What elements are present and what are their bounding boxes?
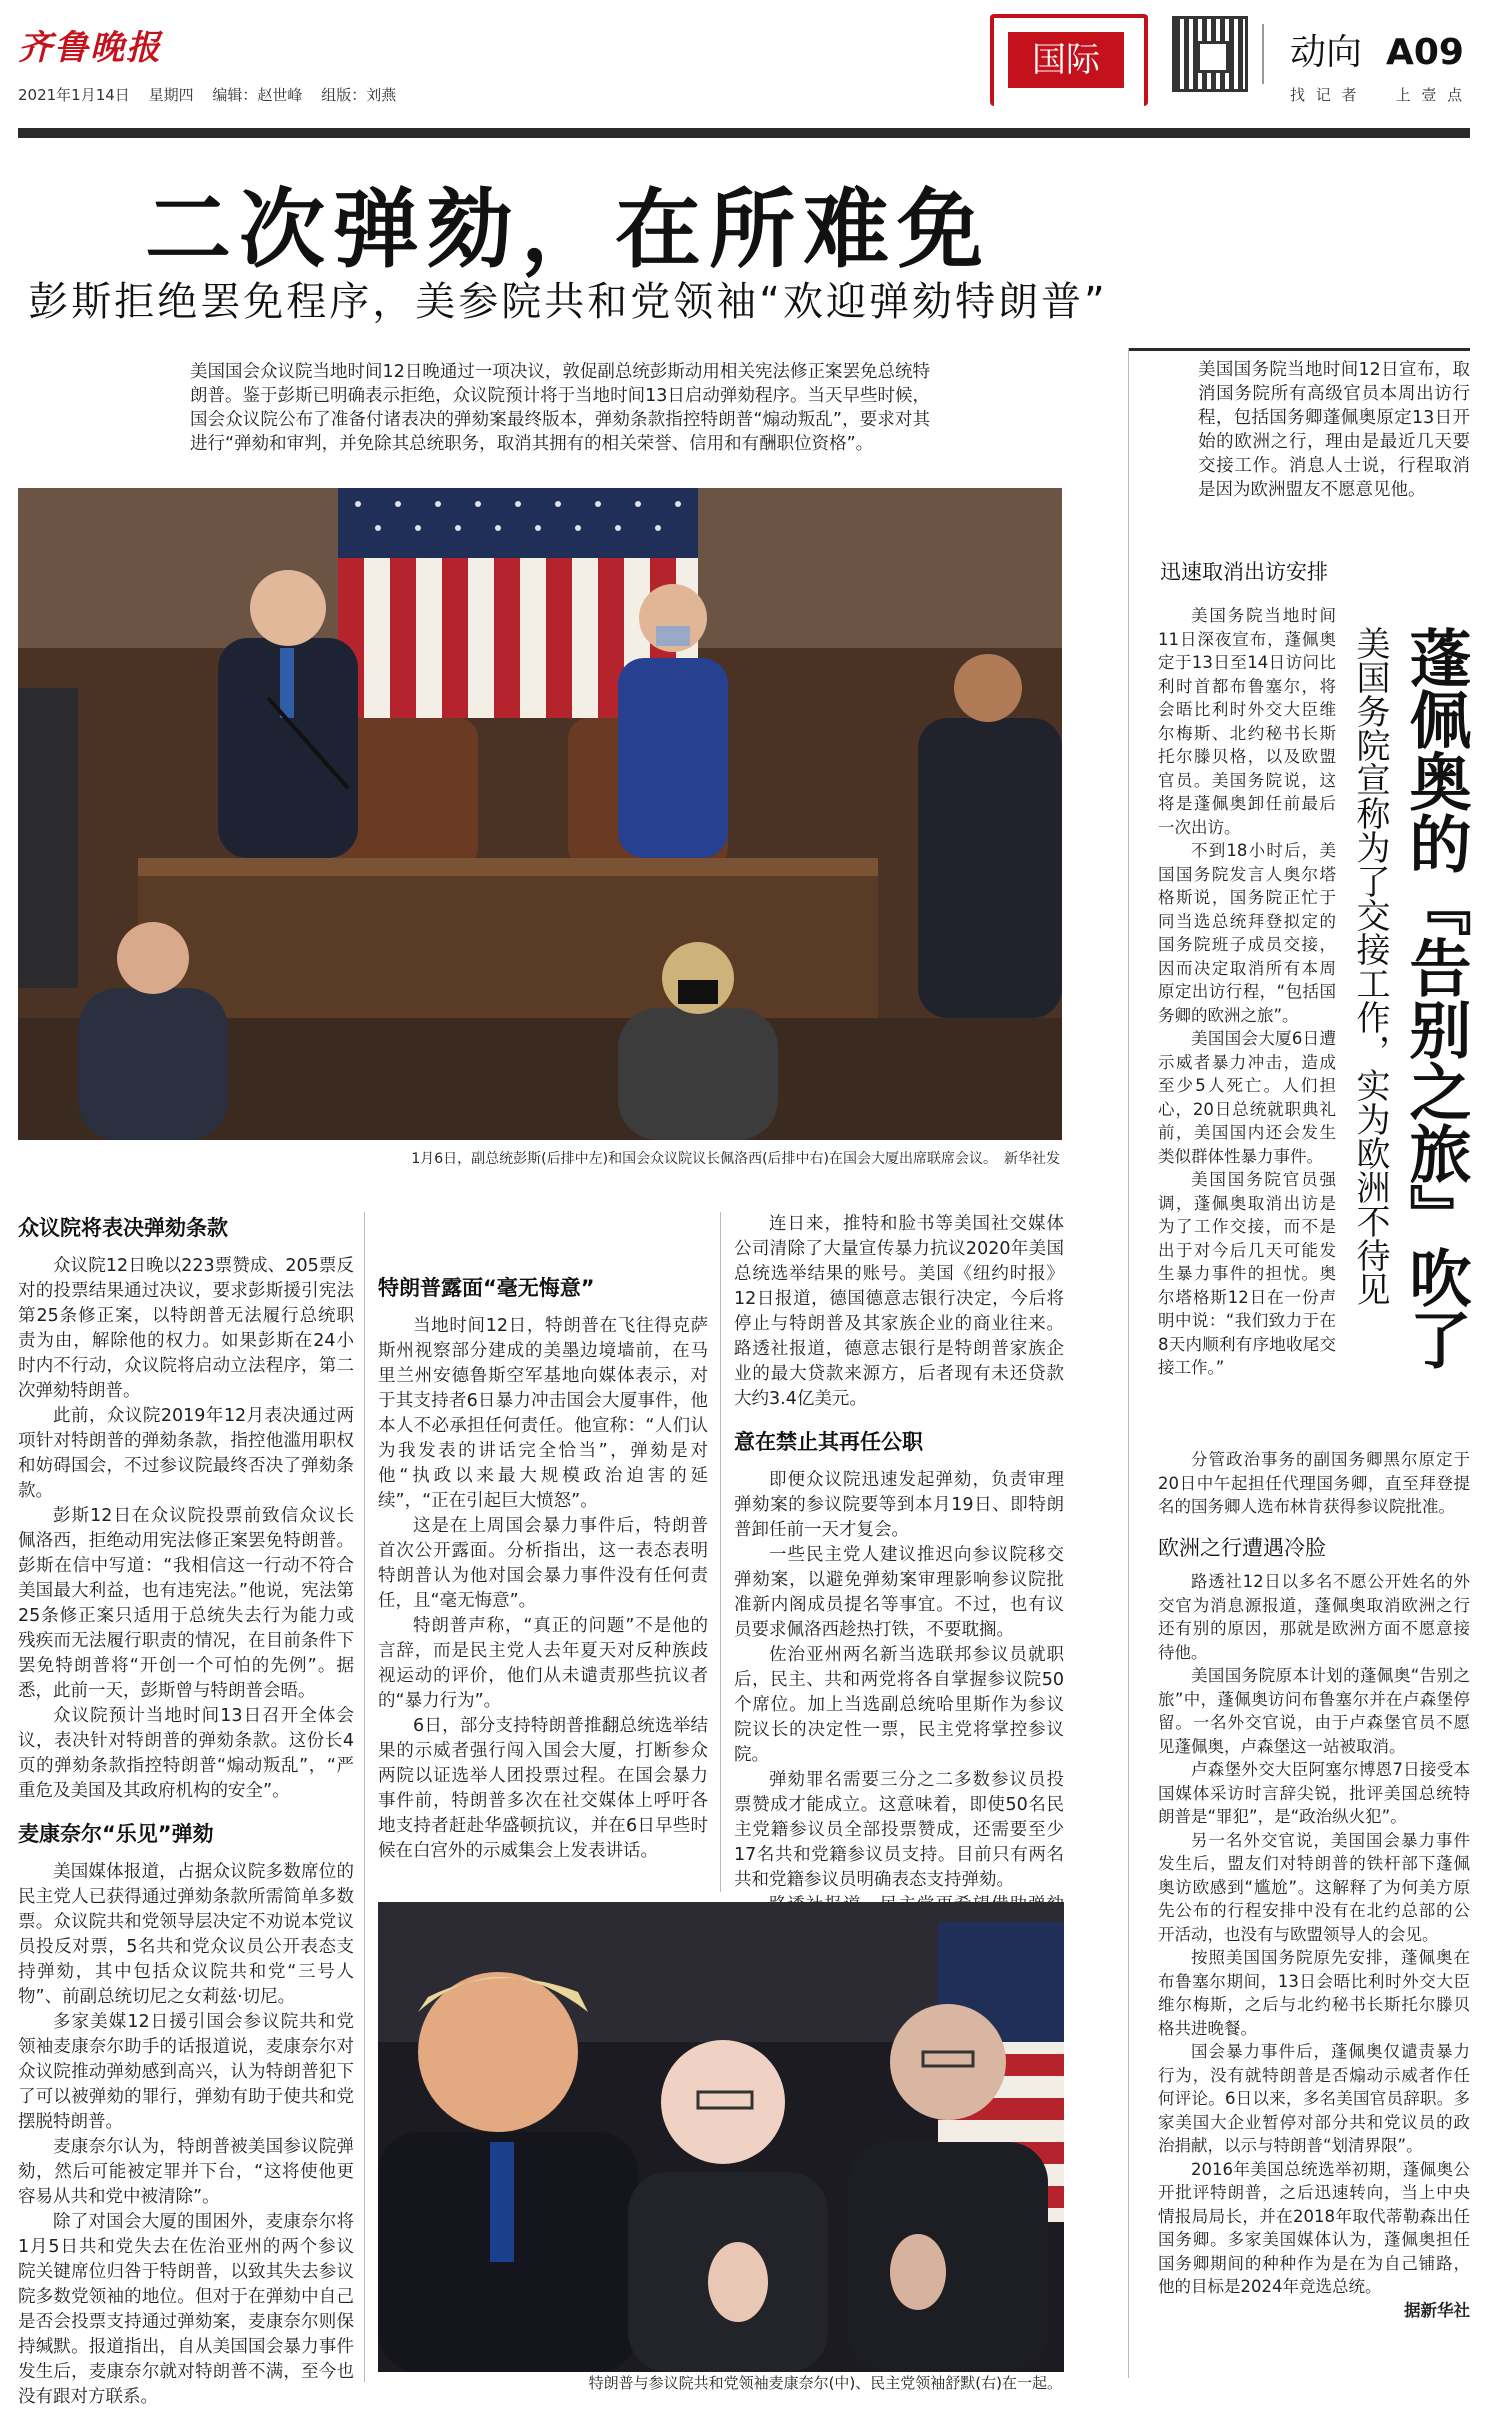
paragraph: 分管政治事务的副国务卿黑尔原定于20日中午起担任代理国务卿，直至拜登提名的国务卿人选布林肯获得参议院批准。	[1158, 1450, 1470, 1516]
article-column-1	[18, 1212, 354, 2410]
section-heading-4: 意在禁止其再任公职	[734, 1430, 923, 1454]
paragraph: 路透社12日以多名不愿公开姓名的外交官为消息源报道，蓬佩奥取消欧洲之行还有别的原因，那就是欧洲方面不愿意接待他。	[1158, 1572, 1470, 1662]
section-heading-3: 特朗普露面“毫无悔意”	[378, 1276, 595, 1300]
article-column-3	[734, 1212, 1064, 2022]
article-column-2	[378, 1212, 708, 1864]
sidebar-title: 蓬佩奥的『告别之旅』吹了	[1399, 626, 1472, 1370]
paragraph: 即便众议院迅速发起弹劾，负责审理弹劾案的参议院要等到本月19日、即特朗普卸任前一天才复会。	[734, 1470, 1064, 1540]
sidebar-heading-2: 欧洲之行遭遇冷脸	[1158, 1535, 1326, 1560]
paragraph: 卢森堡外交大臣阿塞尔博恩7日接受本国媒体采访时言辞尖锐，批评美国总统特朗普是“罪犯”，是“政治纵火犯”。	[1158, 1760, 1470, 1826]
layout-credit: 组版：刘燕	[321, 86, 397, 104]
photo-trump-leaders	[378, 1902, 1064, 2372]
paragraph: 除了对国会大厦的围困外，麦康奈尔将1月5日共和党失去在佐治亚州的两个参议院关键席位归咎于特朗普，以致其失去参议院多数党领袖的地位。但对于在弹劾中自己是否会投票支持通过弹劾案，麦康奈尔则保持缄默。报道指出，自从美国国会暴力事件发生后，麦康奈尔就对特朗普不满，至今也没有跟对方联系。	[18, 2212, 354, 2407]
column-rule	[364, 1212, 365, 2382]
paragraph: 连日来，推特和脸书等美国社交媒体公司清除了大量宣传暴力抗议2020年美国总统选举结果的账号。美国《纽约时报》12日报道，德国德意志银行决定，今后将停止与特朗普及其家族企业的商业往来。路透社报道，德意志银行是特朗普家族企业的最大贷款来源方，后者现有未还贷款大约3.4亿美元。	[734, 1214, 1064, 1409]
paragraph: 弹劾罪名需要三分之二多数参议员投票赞成才能成立。这意味着，即使50名民主党籍参议员全部投票赞成，还需要至少17名共和党籍参议员支持。目前只有两名共和党籍参议员明确表态支持弹劾。	[734, 1770, 1064, 1890]
sidebar-divider	[1128, 348, 1129, 2378]
header-rule	[18, 128, 1470, 138]
paragraph: 彭斯12日在众议院投票前致信众议长佩洛西，拒绝动用宪法修正案罢免特朗普。彭斯在信中写道：“我相信这一行动不符合美国最大利益，也有违宪法。”他说，宪法第25条修正案只适用于总统失去行为能力或残疾而无法履行职责的情况，在目前条件下罢免特朗普将“开创一个可怕的先例”。据悉，此前一天，彭斯曾与特朗普会晤。	[18, 1506, 354, 1701]
main-lead: 美国国会众议院当地时间12日晚通过一项决议，敦促副总统彭斯动用相关宪法修正案罢免总统特朗普。鉴于彭斯已明确表示拒绝，众议院预计将于当地时间13日启动弹劾程序。当天早些时候，国会众议院公布了准备付诸表决的弹劾案最终版本，弹劾条款指控特朗普“煽动叛乱”，要求对其进行“弹劾和审判，并免除其总统职务，取消其拥有的相关荣誉、信用和有酬职位资格”。	[190, 362, 930, 454]
paragraph: 这是在上周国会暴力事件后，特朗普首次公开露面。分析指出，这一表态表明特朗普认为他对国会暴力事件没有任何责任，且“毫无悔意”。	[378, 1516, 708, 1611]
page-label	[1290, 24, 1464, 75]
reporter-label: 找 记 者	[1290, 86, 1360, 104]
issue-date: 2021年1月14日	[18, 86, 130, 104]
page-topic: 动向	[1290, 32, 1363, 73]
paragraph: 此前，众议院2019年12月表决通过两项针对特朗普的弹劾条款，指控他滥用职权和妨碍国会，不过参议院最终否决了弹劾条款。	[18, 1406, 354, 1501]
photo2-caption: 特朗普与参议院共和党领袖麦康奈尔(中)、民主党领袖舒默(右)在一起。	[588, 2374, 1062, 2392]
paragraph: 2016年美国总统选举初期，蓬佩奥公开批评特朗普，之后迅速转向，当上中央情报局局长，并在2018年取代蒂勒森出任国务卿。多家美国媒体认为，蓬佩奥担任国务卿期间的种种作为是在为自己铺路，他的目标是2024年竞选总统。	[1158, 2159, 1470, 2296]
sidebar-rule	[1128, 348, 1470, 351]
paragraph: 众议院12日晚以223票赞成、205票反对的投票结果通过决议，要求彭斯援引宪法第25条修正案，以特朗普无法履行总统职责为由，解除他的权力。如果彭斯在24小时内不行动，众议院将启动立法程序，第二次弹劾特朗普。	[18, 1256, 354, 1401]
main-headline: 二次弹劾，在所难免	[145, 180, 991, 280]
paragraph: 当地时间12日，特朗普在飞往得克萨斯州视察部分建成的美墨边境墙前，在马里兰州安德鲁斯空军基地向媒体表示，对于其支持者6日暴力冲击国会大厦事件，他本人不必承担任何责任。他宣称：“人们认为我发表的讲话完全恰当”，弹劾是对他“执政以来最大规模政治迫害的延续”，“正在引起巨大愤怒”。	[378, 1316, 708, 1511]
main-subheadline: 彭斯拒绝罢免程序，美参院共和党领袖“欢迎弹劾特朗普”	[28, 279, 1108, 325]
section-tab: 国际	[1008, 32, 1124, 88]
photo1-caption: 1月6日，副总统彭斯(后排中左)和国会众议院议长佩洛西(后排中右)在国会大厦出席联席会议。 新华社发	[411, 1151, 1060, 1167]
newspaper-masthead: 齐鲁晚报	[18, 28, 162, 68]
paragraph: 众议院预计当地时间13日召开全体会议，表决针对特朗普的弹劾条款。这份长4页的弹劾条款指控特朗普“煽动叛乱”，“严重危及美国及其政府机构的安全”。	[18, 1706, 354, 1801]
paragraph: 一些民主党人建议推迟向参议院移交弹劾案，以避免弹劾案审理影响参议院批准新内阁成员提名等事宜。不过，也有议员要求佩洛西趁热打铁，不要耽搁。	[734, 1545, 1064, 1640]
paragraph: 多家美媒12日援引国会参议院共和党领袖麦康奈尔助手的话报道说，麦康奈尔对众议院推动弹劾感到高兴，认为特朗普犯下了可以被弹劾的罪行，弹劾有助于使共和党摆脱特朗普。	[18, 2012, 354, 2132]
paragraph: 美国媒体报道，占据众议院多数席位的民主党人已获得通过弹劾条款所需简单多数票。众议院共和党领导层决定不劝说本党议员投反对票，5名共和党众议员公开表态支持弹劾，其中包括众议院共和党“三号人物”、前副总统切尼之女莉兹·切尼。	[18, 1862, 354, 2007]
dateline	[18, 84, 410, 105]
paragraph: 美国务院当地时间11日深夜宣布，蓬佩奥定于13日至14日访问比利时首都布鲁塞尔，将会晤比利时外交大臣维尔梅斯、北约秘书长斯托尔滕贝格，以及欧盟官员。美国务院说，这将是蓬佩奥卸任前最后一次出访。	[1158, 606, 1336, 837]
paragraph: 国会暴力事件后，蓬佩奥仅谴责暴力行为，没有就特朗普是否煽动示威者作任何评论。6日以来，多名美国官员辞职。多家美国大企业暂停对部分共和党议员的政治捐献，以示与特朗普“划清界限”。	[1158, 2042, 1470, 2155]
paragraph: 美国国会大厦6日遭示威者暴力冲击，造成至少5人死亡。人们担心，20日总统就职典礼前，美国国内还会发生类似群体性暴力事件。	[1158, 1029, 1336, 1166]
paragraph: 美国国务院原本计划的蓬佩奥“告别之旅”中，蓬佩奥访问布鲁塞尔并在卢森堡停留。一名外交官说，由于卢森堡官员不愿见蓬佩奥，卢森堡这一站被取消。	[1158, 1666, 1470, 1756]
paragraph: 麦康奈尔认为，特朗普被美国参议院弹劾，然后可能被定罪并下台，“这将使他更容易从共和党中被清除”。	[18, 2137, 354, 2207]
paragraph: 6日，部分支持特朗普推翻总统选举结果的示威者强行闯入国会大厦，打断参众两院以证选举人团投票过程。在国会暴力事件前，特朗普多次在社交媒体上呼吁各地支持者赶赴华盛顿抗议，并在6日早些时候在白宫外的示威集会上发表讲话。	[378, 1716, 708, 1861]
issue-weekday: 星期四	[148, 86, 194, 104]
section-heading-1: 众议院将表决弹劾条款	[18, 1216, 228, 1240]
paragraph: 不到18小时后，美国国务院发言人奥尔塔格斯说，国务院正忙于同当选总统拜登拟定的国务院班子成员交接，因而决定取消所有本周原定出访行程，“包括国务卿的欧洲之旅”。	[1158, 841, 1336, 1025]
column-rule	[720, 1212, 721, 1892]
paragraph: 美国国务院官员强调，蓬佩奥取消出访是为了工作交接，而不是出于对今后几天可能发生暴力事件的担忧。奥尔塔格斯12日在一份声明中说：“我们致力于在8天内顺利有序地收尾交接工作。”	[1158, 1170, 1336, 1377]
paragraph: 佐治亚州两名新当选联邦参议员就职后，民主、共和两党将各自掌握参议院50个席位。加上当选副总统哈里斯作为参议院议长的决定性一票，民主党将掌控参议院。	[734, 1645, 1064, 1765]
photo-joint-session	[18, 488, 1062, 1140]
paragraph: 另一名外交官说，美国国会暴力事件发生后，盟友们对特朗普的铁杆部下蓬佩奥访欧感到“尴尬”。这解释了为何美方原先公布的行程安排中没有在北约总部的公开活动，也没有与欧盟领导人的会见。	[1158, 1830, 1470, 1944]
reporter-link: 上 壹 点	[1395, 86, 1466, 104]
sidebar-column-1	[1158, 604, 1336, 1380]
paragraph: 特朗普声称，“真正的问题”不是他的言辞，而是民主党人去年夏天对反种族歧视运动的评价，他们从未谴责那些抗议者的“暴力行为”。	[378, 1616, 708, 1711]
sidebar-subtitle: 美国务院宣称为了交接工作，实为欧洲不待见	[1350, 626, 1390, 1306]
sidebar-byline: 据新华社	[1404, 2300, 1470, 2320]
paragraph: 按照美国国务院原先安排，蓬佩奥在布鲁塞尔期间，13日会晤比利时外交大臣维尔梅斯，之后与北约秘书长斯托尔滕贝格共进晚餐。	[1158, 1948, 1470, 2038]
page-number: A09	[1386, 32, 1464, 73]
sidebar-lead: 美国国务院当地时间12日宣布，取消国务院所有高级官员本周出访行程，包括国务卿蓬佩奥原定13日开始的欧洲之行，理由是最近几天要交接工作。消息人士说，行程取消是因为欧洲盟友不愿意见他。	[1198, 360, 1470, 500]
section-heading-2: 麦康奈尔“乐见”弹劾	[18, 1822, 214, 1846]
sidebar-column-2	[1158, 1448, 1470, 2322]
qr-code-icon	[1172, 16, 1248, 92]
sidebar-heading-1: 迅速取消出访安排	[1160, 560, 1328, 584]
header-divider	[1262, 24, 1264, 84]
editor-credit: 编辑：赵世峰	[212, 86, 303, 104]
reporter-line	[1290, 84, 1465, 105]
